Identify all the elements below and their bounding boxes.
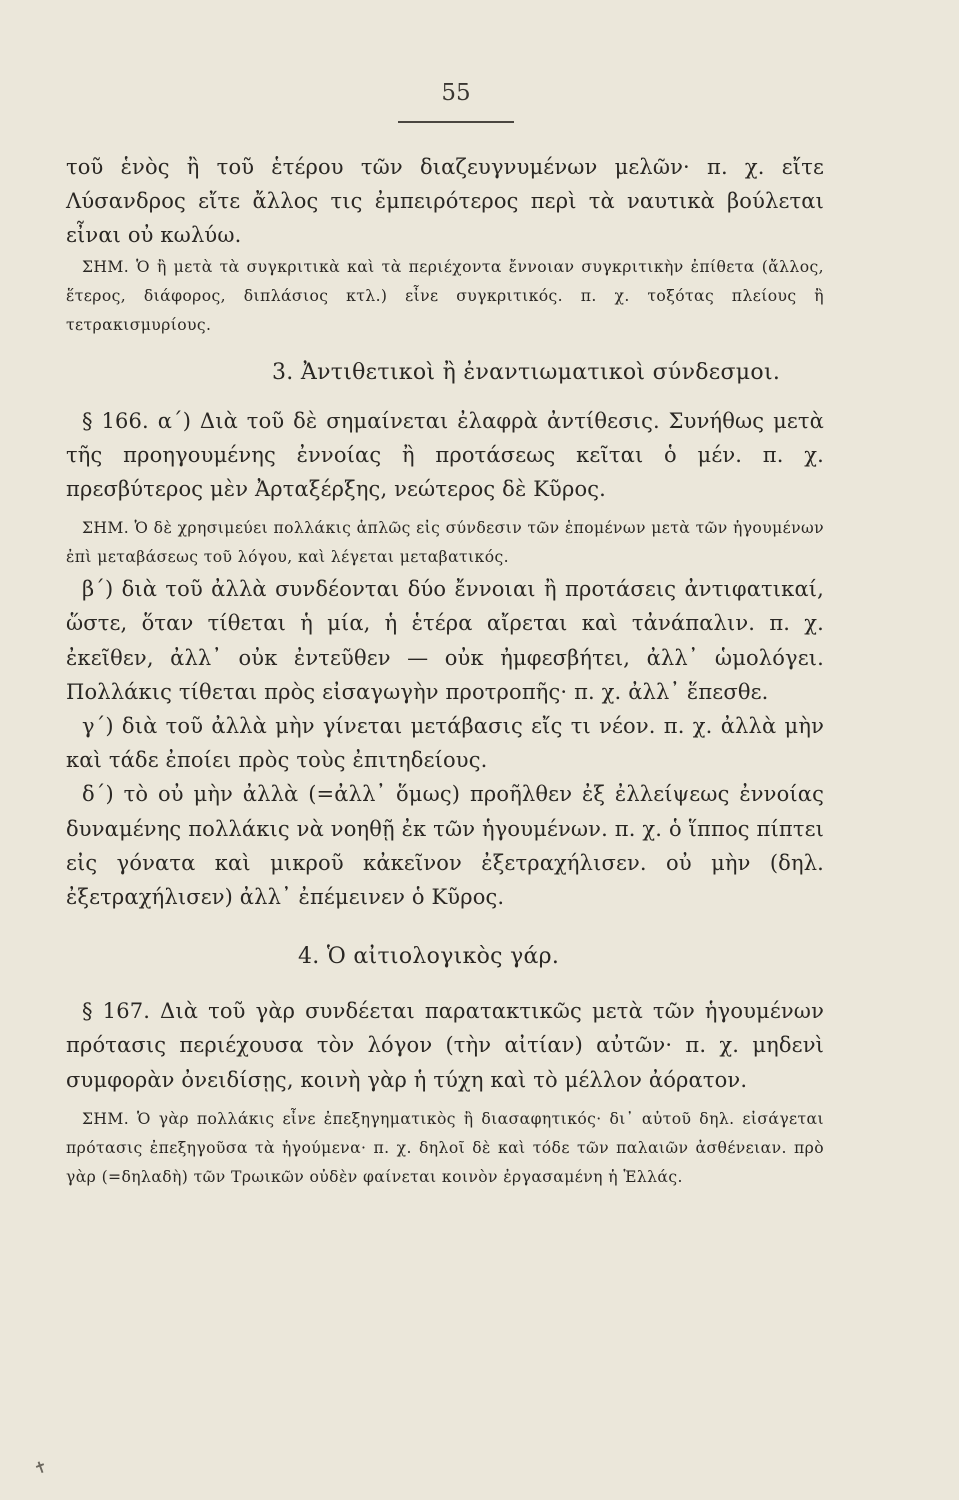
paragraph-continuation: τοῦ ἑνὸς ἢ τοῦ ἑτέρου τῶν διαζευγνυμένων μελῶν· π. χ. εἴτε Λύσανδρος εἴτε ἄλλος τις ἐμπειρότερος περὶ τὰ ναυτικὰ βούλεται εἶναι οὐ κωλύω.	[66, 155, 824, 248]
paragraph-166: § 166. α΄) Διὰ τοῦ δὲ σημαίνεται ἐλαφρὰ ἀντίθεσις. Συνήθως μετὰ τῆς προηγουμένης ἐννοίας ἢ προτάσεως κεῖται ὁ μέν. π. χ. πρεσβύτερος μὲν Ἀρταξέρξης, νεώτερος δὲ Κῦρος.	[66, 408, 824, 502]
paragraph-c: γ΄) διὰ τοῦ ἀλλὰ μὴν γίνεται μετάβασις εἴς τι νέον. π. χ. ἀλλὰ μὴν καὶ τάδε ἐποίει πρὸς τοὺς ἐπιτηδείους.	[66, 714, 824, 773]
section-heading-4: 4. Ὁ αἰτιολογικὸς γάρ.	[298, 944, 560, 970]
spacer	[66, 506, 824, 514]
section-heading-3: 3. Ἀντιθετικοὶ ἢ ἐναντιωματικοὶ σύνδεσμοι.	[272, 359, 781, 385]
header-rule	[398, 121, 514, 123]
margin-mark-icon: ✝	[31, 1456, 51, 1479]
note-paragraph: ΣΗΜ. Ὁ γὰρ πολλάκις εἶνε ἐπεξηγηματικὸς ἢ διασαφητικός· δι᾽ αὐτοῦ δηλ. εἰσάγεται πρότασις ἐπεξηγοῦσα τὰ ἡγούμενα· π. χ. δηλοῖ δὲ καὶ τόδε τῶν παλαιῶν ἀσθένειαν. πρὸ γὰρ (=δηλαδὴ) τῶν Τρωικῶν οὐδὲν φαίνεται κοινὸν ἐργασαμένη ἡ Ἑλλάς.	[66, 1109, 824, 1186]
page-body	[66, 150, 824, 1192]
note-paragraph: ΣΗΜ. Ὁ δὲ χρησιμεύει πολλάκις ἁπλῶς εἰς σύνδεσιν τῶν ἑπομένων μετὰ τῶν ἡγουμένων ἐπὶ μεταβάσεως τοῦ λόγου, καὶ λέγεται μεταβατικός.	[66, 519, 824, 567]
paragraph-167: § 167. Διὰ τοῦ γὰρ συνδέεται παρατακτικῶς μετὰ τῶν ἡγουμένων πρότασις περιέχουσα τὸν λόγον (τὴν αἰτίαν) αὐτῶν· π. χ. μηδενὶ συμφορὰν ὀνειδίσῃς, κοινὴ γὰρ ἡ τύχη καὶ τὸ μέλλον ἀόρατον.	[66, 999, 824, 1092]
page-number: 55	[441, 80, 471, 106]
paragraph-d: δ΄) τὸ οὐ μὴν ἀλλὰ (=ἀλλ᾽ ὅμως) προῆλθεν ἐξ ἐλλείψεως ἐννοίας δυναμένης πολλάκις νὰ νοηθῇ ἐκ τῶν ἡγουμένων. π. χ. ὁ ἵππος πίπτει εἰς γόνατα καὶ μικροῦ κἀκεῖνον ἐξετραχήλισεν. οὐ μὴν (δηλ. ἐξετραχήλισεν) ἀλλ᾽ ἐπέμεινεν ὁ Κῦρος.	[66, 782, 824, 910]
paragraph-b: β΄) διὰ τοῦ ἀλλὰ συνδέονται δύο ἔννοιαι ἢ προτάσεις ἀντιφατικαί, ὥστε, ὅταν τίθεται ἡ μία, ἡ ἑτέρα αἴρεται καὶ τἀνάπαλιν. π. χ. ἐκεῖθεν, ἀλλ᾽ οὐκ ἐντεῦθεν — οὐκ ἠμφεσβήτει, ἀλλ᾽ ὡμολόγει. Πολλάκις τίθεται πρὸς εἰσαγωγὴν προτροπῆς· π. χ. ἀλλ᾽ ἕπεσθε.	[66, 577, 824, 704]
spacer	[66, 1097, 824, 1105]
note-paragraph: ΣΗΜ. Ὁ ἢ μετὰ τὰ συγκριτικὰ καὶ τὰ περιέχοντα ἔννοιαν συγκριτικὴν ἐπίθετα (ἄλλος, ἕτερος, διάφορος, διπλάσιος κτλ.) εἶνε συγκριτικός. π. χ. τοξότας πλείους ἢ τετρακισμυρίους.	[66, 257, 824, 334]
